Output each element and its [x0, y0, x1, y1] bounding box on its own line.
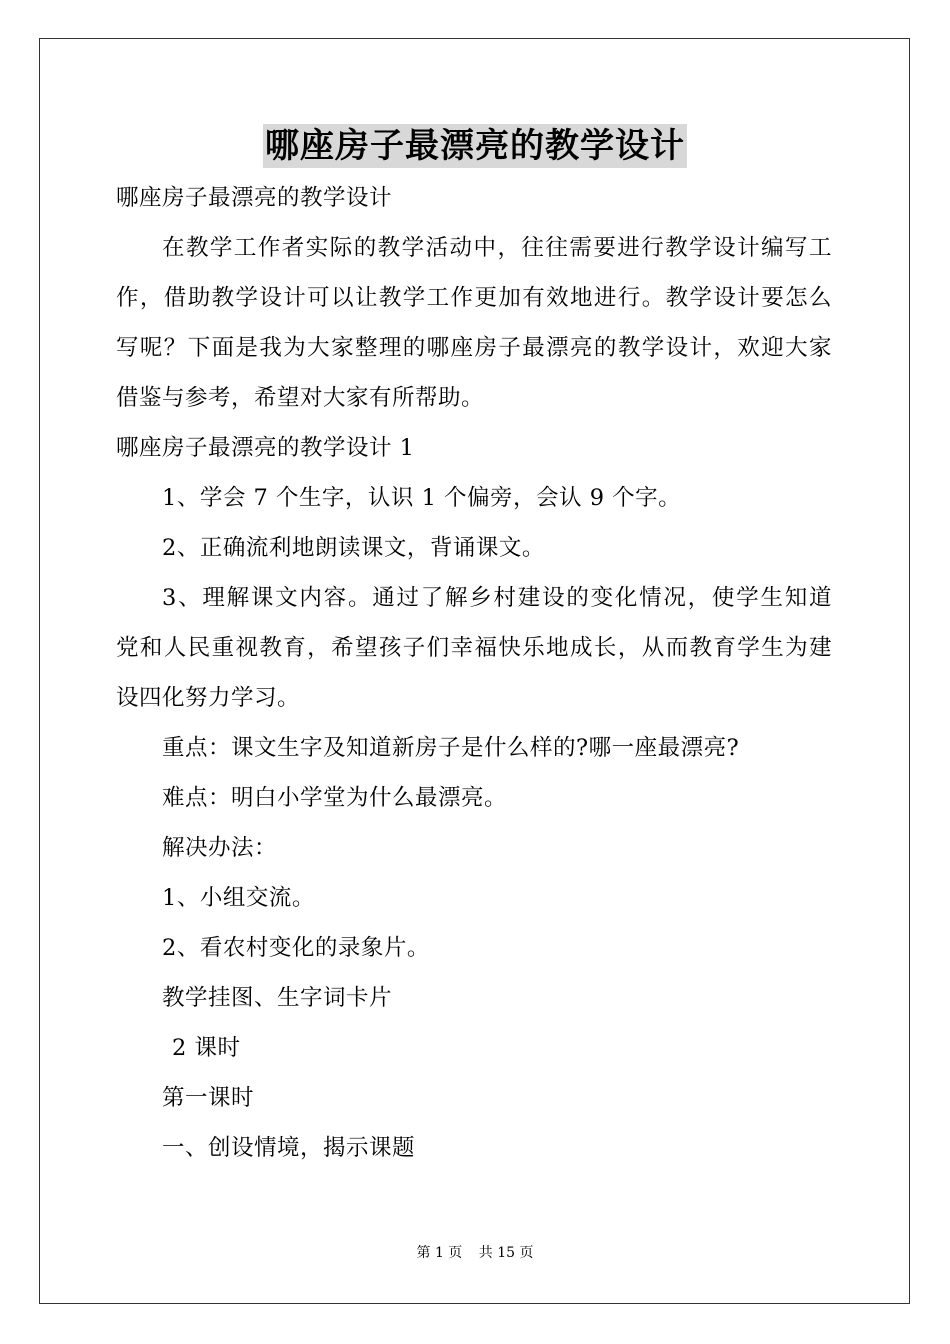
intro-line-4: 借鉴与参考，希望对大家有所帮助。 — [116, 385, 485, 411]
goal-3-line-2: 党和人民重视教育，希望孩子们幸福快乐地成长，从而教育学生为建 — [116, 635, 832, 661]
subtitle: 哪座房子最漂亮的教学设计 — [116, 185, 393, 211]
solution-label: 解决办法： — [162, 835, 278, 861]
lesson-count: 2 课时 — [172, 1035, 241, 1061]
solution-2: 2、看农村变化的录象片。 — [162, 935, 430, 961]
step-1-heading: 一、创设情境，揭示课题 — [162, 1135, 416, 1161]
page-footer — [0, 1244, 950, 1262]
intro-line-2: 作，借助教学设计可以让教学工作更加有效地进行。教学设计要怎么 — [116, 285, 832, 311]
title-container — [0, 124, 950, 168]
section-title: 哪座房子最漂亮的教学设计 1 — [116, 435, 415, 461]
document-title: 哪座房子最漂亮的教学设计 — [265, 126, 685, 166]
first-lesson-heading: 第一课时 — [162, 1085, 255, 1111]
goal-3-line-3: 设四化努力学习。 — [116, 685, 301, 711]
solution-1: 1、小组交流。 — [162, 885, 315, 911]
key-point: 重点：课文生字及知道新房子是什么样的?哪一座最漂亮? — [162, 735, 740, 761]
materials: 教学挂图、生字词卡片 — [162, 985, 393, 1011]
goal-3-line-1: 3、理解课文内容。通过了解乡村建设的变化情况，使学生知道 — [162, 585, 832, 611]
page-number: 第 1 页 — [416, 1245, 463, 1261]
page-total: 共 15 页 — [478, 1245, 534, 1261]
goal-2: 2、正确流利地朗读课文，背诵课文。 — [162, 535, 545, 561]
intro-line-1: 在教学工作者实际的教学活动中，往往需要进行教学设计编写工 — [162, 235, 832, 261]
goal-1: 1、学会 7 个生字，认识 1 个偏旁，会认 9 个字。 — [162, 485, 682, 511]
intro-line-3: 写呢？下面是我为大家整理的哪座房子最漂亮的教学设计，欢迎大家 — [116, 335, 832, 361]
page-border — [39, 38, 910, 1304]
difficulty: 难点：明白小学堂为什么最漂亮。 — [162, 785, 508, 811]
